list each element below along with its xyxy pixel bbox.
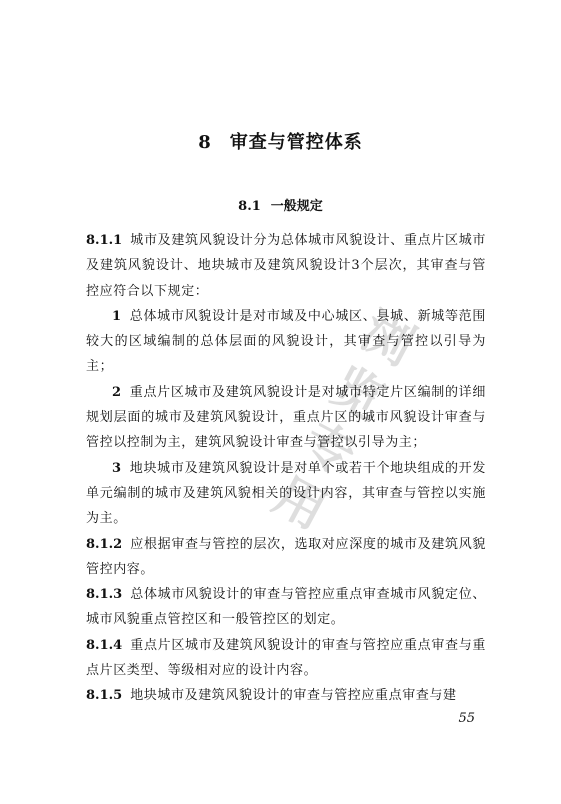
section-number: 8.1 (238, 199, 261, 214)
clause-item-2 (86, 380, 486, 456)
clause-number: 8.1.2 (86, 536, 123, 552)
clause-text: 应根据审查与管控的层次，选取对应深度的城市及建筑风貌管控内容。 (86, 536, 486, 577)
clause-text: 总体城市风貌设计的审查与管控应重点审查城市风貌定位、城市风貌重点管控区和一般管控区的划定。 (86, 587, 486, 628)
item-number: 3 (112, 460, 122, 476)
document-body (86, 228, 486, 709)
section-title (0, 195, 561, 214)
clause-number: 8.1.5 (86, 688, 123, 704)
item-text: 重点片区城市及建筑风貌设计是对城市特定片区编制的详细规划层面的城市及建筑风貌设计，重点片区的城市风貌设计审查与管控以控制为主，建筑风貌设计审查与管控以引导为主； (86, 384, 486, 451)
clause-8-1-2 (86, 532, 486, 583)
item-text: 总体城市风貌设计是对市域及中心城区、县城、新城等范围较大的区域编制的总体层面的风貌设计，其审查与管控以引导为主； (86, 308, 486, 375)
clause-8-1-4 (86, 633, 486, 684)
chapter-title-text: 审查与管控体系 (229, 132, 363, 153)
item-number: 1 (112, 308, 122, 324)
clause-number: 8.1.4 (86, 637, 123, 653)
clause-text: 城市及建筑风貌设计分为总体城市风貌设计、重点片区城市及建筑风貌设计、地块城市及建筑风貌设计3个层次，其审查与管控应符合以下规定： (86, 233, 486, 299)
clause-item-3 (86, 456, 486, 532)
item-text: 地块城市及建筑风貌设计是对单个或若干个地块组成的开发单元编制的城市及建筑风貌相关的设计内容，其审查与管控以实施为主。 (86, 460, 486, 527)
clause-8-1-5 (86, 683, 486, 708)
clause-number: 8.1.3 (86, 587, 123, 603)
page-number: 55 (458, 711, 475, 726)
chapter-number: 8 (198, 132, 212, 153)
item-number: 2 (112, 384, 122, 400)
clause-8-1-1 (86, 228, 486, 304)
chapter-title (0, 128, 561, 154)
clause-number: 8.1.1 (86, 233, 123, 248)
section-title-text: 一般规定 (270, 199, 323, 214)
clause-item-1 (86, 304, 486, 380)
watermark: 浏览专用 (264, 301, 424, 541)
clause-text: 地块城市及建筑风貌设计的审查与管控应重点审查与建 (130, 688, 457, 704)
clause-8-1-3 (86, 582, 486, 633)
clause-text: 重点片区城市及建筑风貌设计的审查与管控应重点审查与重点片区类型、等级相对应的设计内容。 (86, 637, 486, 679)
